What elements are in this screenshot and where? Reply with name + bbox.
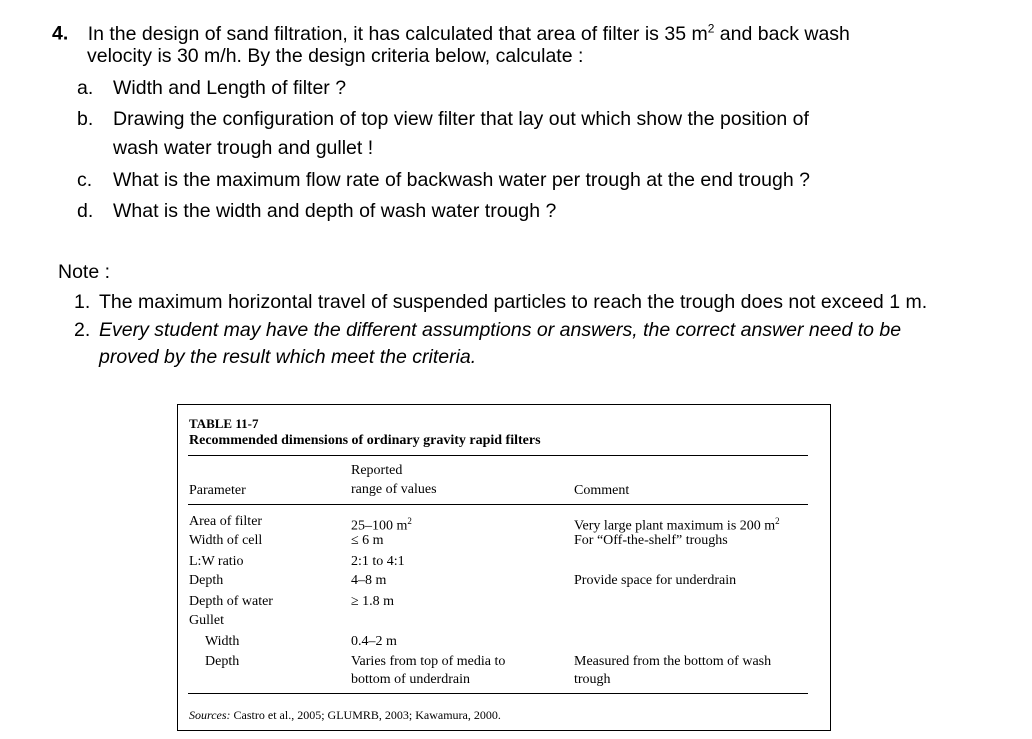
table-cell-param: L:W ratio: [189, 554, 244, 569]
table-rule-bottom: [188, 693, 808, 694]
table-cell-param: Width: [205, 634, 240, 649]
table-cell-comment-cont: trough: [574, 672, 611, 687]
note-item-2: 2. Every student may have the different assumptions or answers, the correct answer need to be: [74, 319, 902, 341]
table-cell-param: Width of cell: [189, 533, 263, 548]
table-cell-value: 0.4–2 m: [351, 634, 397, 649]
question-line-1: [52, 16, 850, 46]
question-intro: In the design of sand filtration, it has calculated that area of filter is 35 $m^2$ and back wash: [87, 21, 850, 45]
table-cell-value: 2:1 to 4:1: [351, 554, 405, 569]
table-cell-value-cont: bottom of underdrain: [351, 672, 470, 687]
table-cell-value: 25–100 $m^2$: [351, 516, 412, 534]
table-caption: Recommended dimensions of ordinary gravity rapid filters: [189, 433, 541, 448]
table-cell-comment: Very large plant maximum is 200 $m^2$: [574, 516, 780, 534]
note-item-2-cont: proved by the result which meet the criteria.: [99, 346, 477, 368]
table-cell-comment: For “Off-the-shelf” troughs: [574, 533, 728, 548]
question-item-c: c. What is the maximum flow rate of backwash water per trough at the end trough ?: [77, 169, 810, 191]
question-item-a: a. Width and Length of filter ?: [77, 77, 347, 99]
table-cell-param: Depth: [189, 573, 224, 588]
table-rule-header: [188, 504, 808, 505]
header-comment: Comment: [574, 483, 630, 498]
table-cell-comment: Provide space for underdrain: [574, 573, 737, 588]
note-title: Note :: [58, 261, 111, 283]
table-cell-value: Varies from top of media to: [351, 654, 506, 669]
table-cell-value: ≥ 1.8 m: [351, 594, 395, 609]
header-parameter: Parameter: [189, 483, 246, 498]
table-cell-value: ≤ 6 m: [351, 533, 384, 548]
table-rule-top: [188, 455, 808, 456]
header-range-line1: Reported: [351, 463, 403, 478]
table-cell-param: Depth: [205, 654, 240, 669]
note-item-1: 1. The maximum horizontal travel of suspended particles to reach the trough does not exceed 1 m.: [74, 291, 928, 313]
question-item-b-cont: wash water trough and gullet !: [113, 137, 374, 159]
table-cell-param: Gullet: [189, 613, 224, 628]
question-item-b: b. Drawing the configuration of top view filter that lay out which show the position of: [77, 108, 809, 130]
table-label: TABLE 11-7: [189, 416, 259, 431]
question-item-d: d. What is the width and depth of wash water trough ?: [77, 200, 557, 222]
table-cell-comment: Measured from the bottom of wash: [574, 654, 772, 669]
table-cell-param: Area of filter: [189, 514, 263, 529]
table-cell-param: Depth of water: [189, 594, 273, 609]
table-sources: Sources: Castro et al., 2005; GLUMRB, 2003; Kawamura, 2000.: [189, 708, 501, 722]
header-range-line2: range of values: [351, 482, 437, 497]
design-criteria-table: [177, 404, 831, 731]
question-line-2: velocity is 30 m/h. By the design criteria below, calculate :: [87, 45, 584, 67]
table-cell-value: 4–8 m: [351, 573, 387, 588]
question-number: 4.: [52, 22, 69, 45]
